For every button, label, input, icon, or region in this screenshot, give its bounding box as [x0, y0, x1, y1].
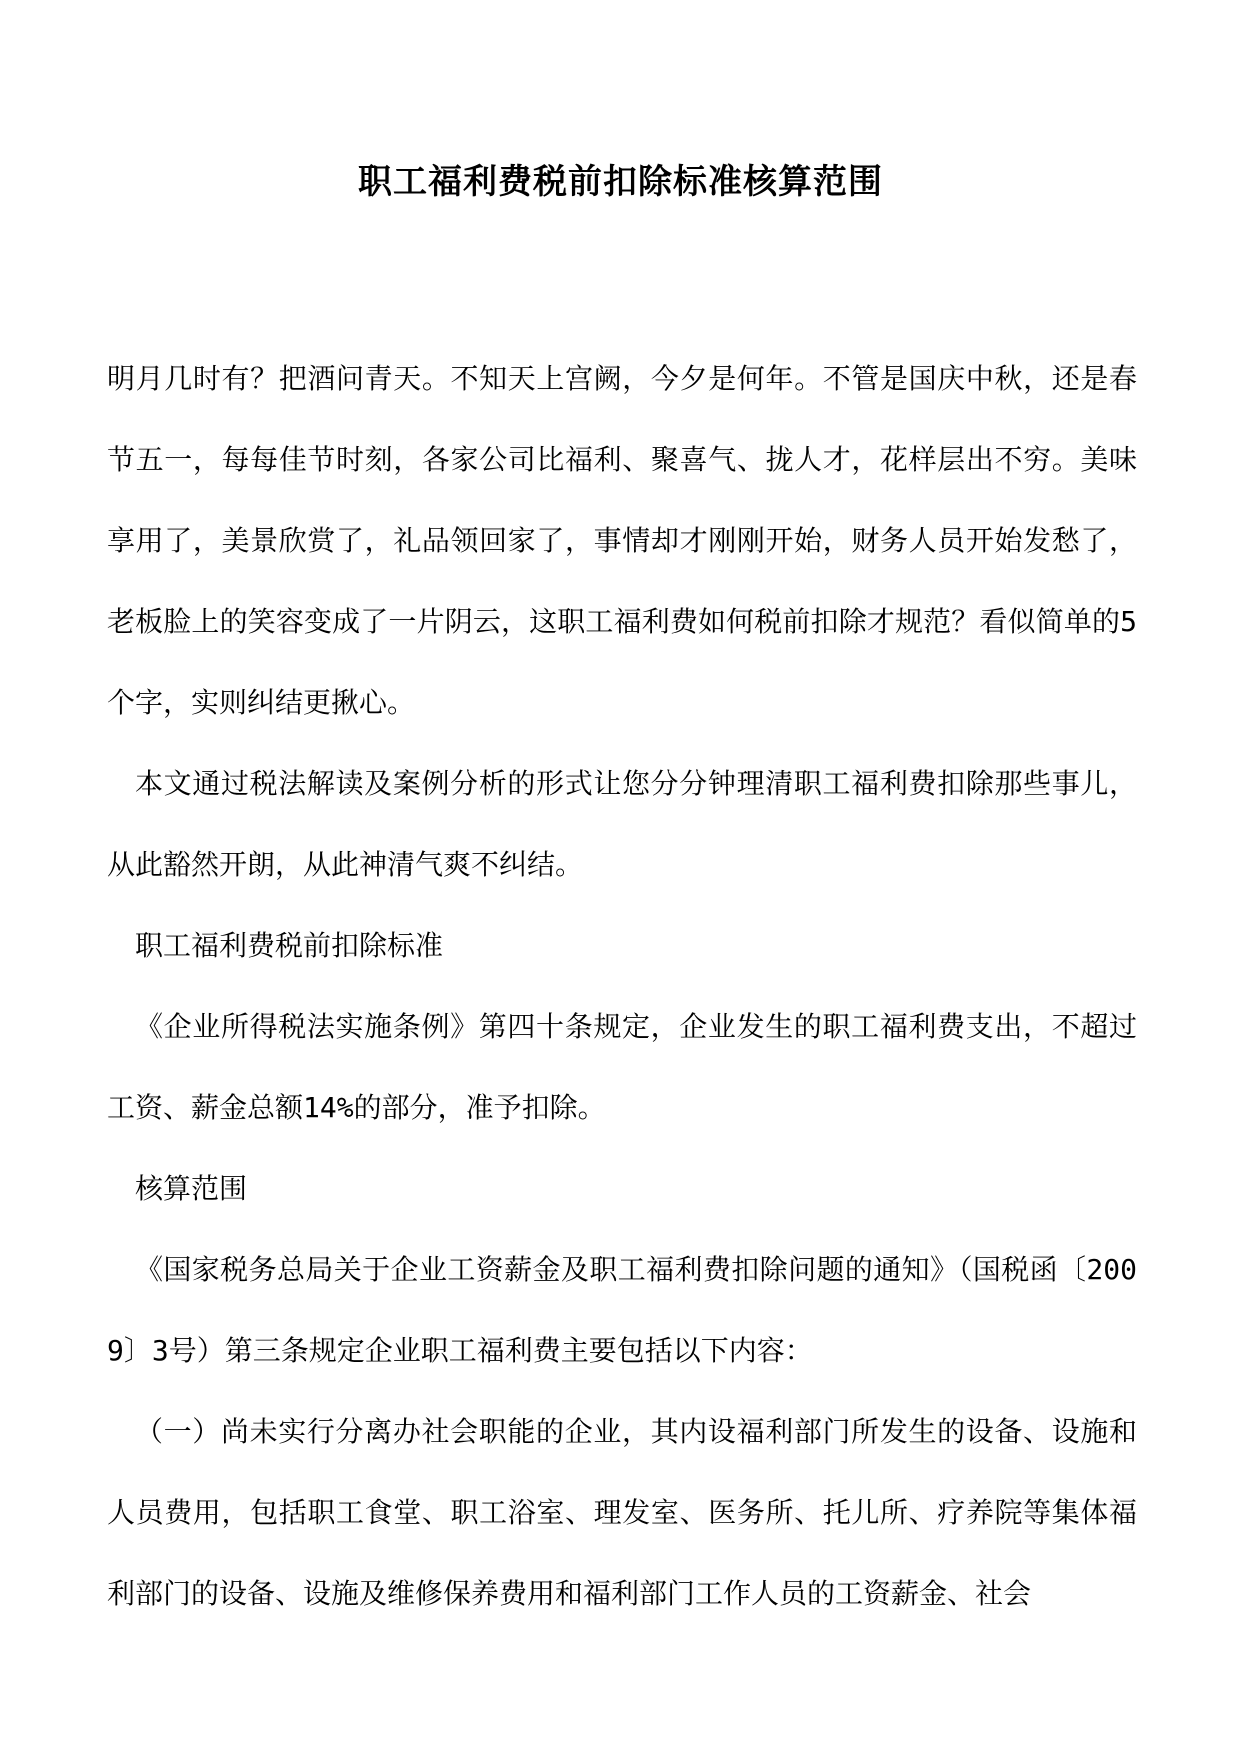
document-title: 职工福利费税前扣除标准核算范围: [358, 162, 883, 202]
paragraph-notice-2009-3: 《国家税务总局关于企业工资薪金及职工福利费扣除问题的通知》（国税函〔2009〕3号）第三条规定企业职工福利费主要包括以下内容：: [107, 1253, 1137, 1367]
paragraph-regulation-article-40: 《企业所得税法实施条例》第四十条规定，企业发生的职工福利费支出，不超过工资、薪金总额14%的部分，准予扣除。: [107, 1010, 1137, 1124]
document-body: [107, 338, 1137, 1634]
section-heading-deduction-standard: 职工福利费税前扣除标准: [135, 929, 444, 962]
paragraph-item-1: （一）尚未实行分离办社会职能的企业，其内设福利部门所发生的设备、设施和人员费用，包括职工食堂、职工浴室、理发室、医务所、托儿所、疗养院等集体福利部门的设备、设施及维修保养费用和福利部门工作人员的工资薪金、社会: [107, 1415, 1137, 1610]
section-heading-accounting-scope: 核算范围: [135, 1172, 248, 1205]
paragraph-summary: 本文通过税法解读及案例分析的形式让您分分钟理清职工福利费扣除那些事儿，从此豁然开朗，从此神清气爽不纠结。: [107, 767, 1137, 881]
paragraph-intro: 明月几时有？把酒问青天。不知天上宫阙，今夕是何年。不管是国庆中秋，还是春节五一，每每佳节时刻，各家公司比福利、聚喜气、拢人才，花样层出不穷。美味享用了，美景欣赏了，礼品领回家了，事情却才刚刚开始，财务人员开始发愁了，老板脸上的笑容变成了一片阴云，这职工福利费如何税前扣除才规范？看似简单的5个字，实则纠结更揪心。: [107, 362, 1137, 719]
